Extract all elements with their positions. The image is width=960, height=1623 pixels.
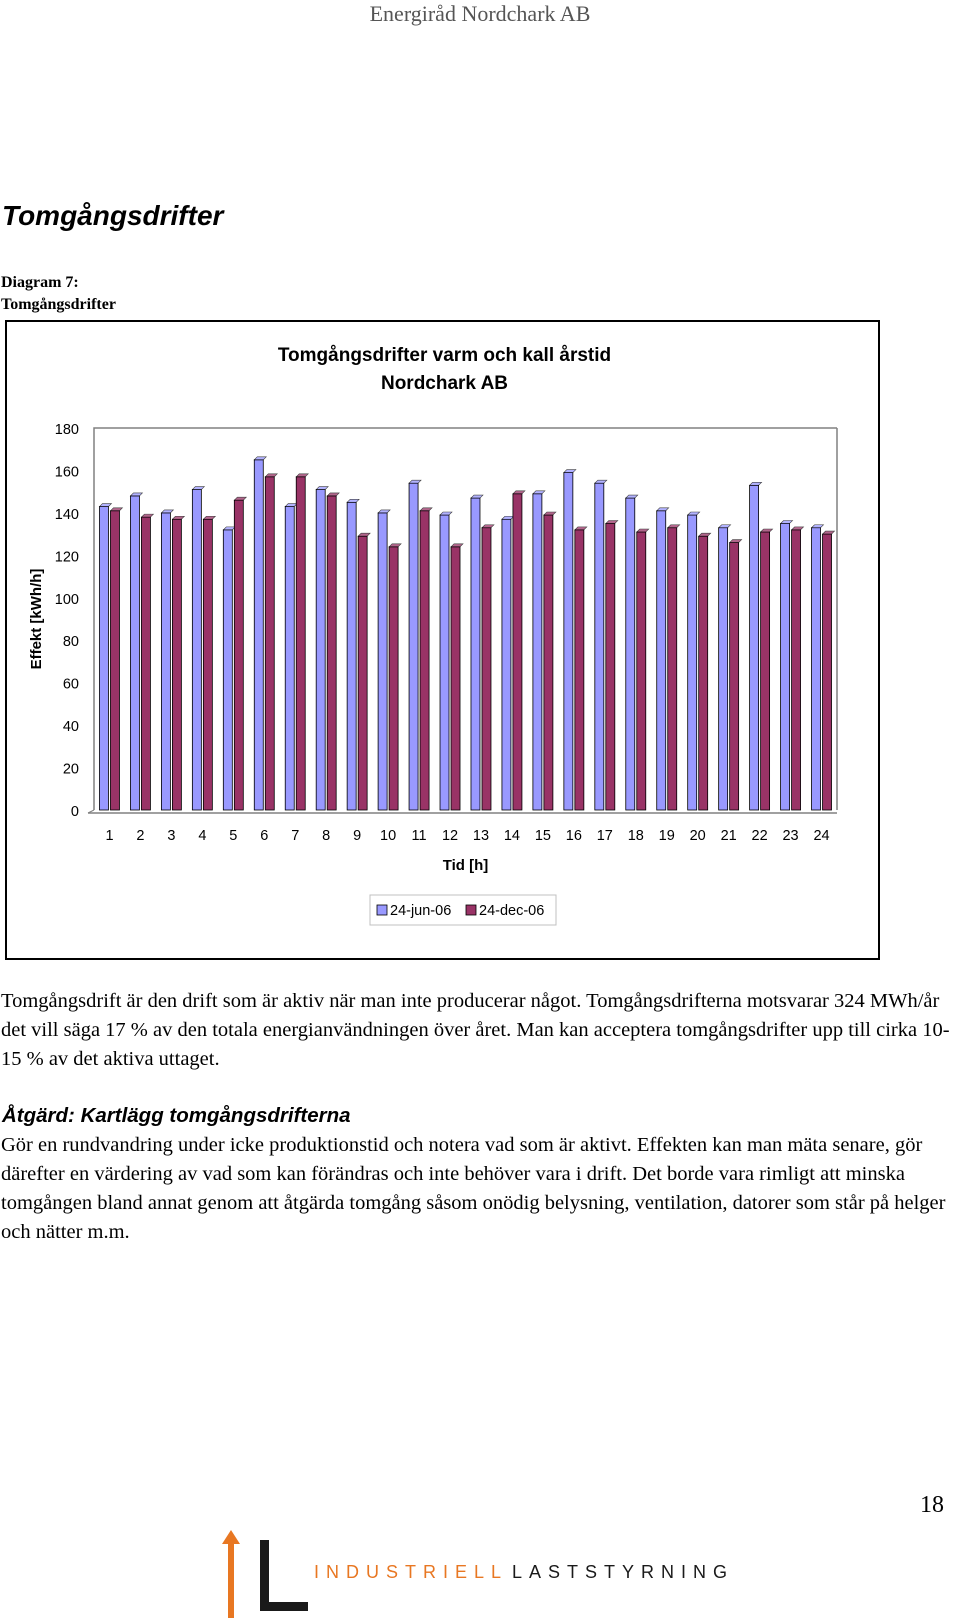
- bar-24-jun-06-face: [812, 528, 821, 810]
- bar-24-dec-06-top: [823, 531, 835, 534]
- bar-24-jun-06-face: [378, 513, 387, 810]
- y-tick-label: 120: [54, 549, 79, 566]
- bar-24-dec-06-face: [544, 515, 553, 810]
- x-tick-label: 20: [689, 828, 706, 844]
- bar-24-jun-06-top: [657, 508, 669, 511]
- bar-24-dec-06-top: [544, 512, 556, 515]
- legend-swatch-24-jun-06: [377, 905, 387, 915]
- bar-24-jun-06-top: [192, 487, 204, 490]
- bar-24-jun-06-top: [471, 495, 483, 498]
- bar-24-jun-06: [130, 493, 142, 810]
- x-tick-label: 19: [658, 828, 675, 844]
- bar-24-jun-06-top: [750, 482, 762, 485]
- x-tick-label: 2: [136, 828, 145, 844]
- bar-24-jun-06-top: [347, 499, 359, 502]
- bar-24-jun-06-face: [316, 490, 325, 810]
- bar-24-dec-06: [234, 497, 246, 810]
- x-tick-label: 17: [596, 828, 613, 844]
- bar-24-jun-06-face: [440, 515, 449, 810]
- x-tick-label: 22: [751, 828, 768, 844]
- x-tick-label: 13: [472, 828, 490, 844]
- bar-24-jun-06-top: [285, 504, 297, 507]
- bar-24-jun-06: [378, 510, 390, 810]
- bar-24-dec-06-top: [327, 493, 339, 496]
- bar-24-jun-06-face: [471, 498, 480, 810]
- x-tick-label: 1: [105, 828, 114, 844]
- bar-24-dec-06-top: [389, 544, 401, 547]
- bar-24-jun-06: [750, 482, 762, 810]
- bar-24-jun-06-face: [657, 511, 666, 810]
- bar-24-dec-06-top: [730, 540, 742, 543]
- x-tick-label: 8: [322, 828, 331, 844]
- bar-24-dec-06: [420, 508, 432, 810]
- bar-24-dec-06-face: [296, 477, 305, 810]
- y-tick-label: 140: [54, 506, 79, 523]
- bar-24-dec-06-face: [141, 517, 150, 810]
- bar-24-dec-06: [482, 525, 494, 810]
- bar-24-jun-06-top: [99, 504, 111, 507]
- bar-24-dec-06-top: [482, 525, 494, 528]
- action-paragraph: Gör en rundvandring under icke produktionstid och notera vad som är aktivt. Effekten kan man mäta senare, gör därefter en värdering av vad som kan förändras och inte behöver vara i drift. Det borde vara rimligt att minska tomgången bland annat genom att åtgärda tomgång såsom onödig belysning, ventilation, datorer som står på helger och nätter m.m.: [1, 1134, 946, 1243]
- bar-24-dec-06-top: [296, 474, 308, 477]
- bar-24-dec-06-face: [451, 547, 460, 810]
- x-tick-label: 6: [260, 828, 269, 844]
- bar-24-jun-06: [595, 480, 607, 810]
- bar-24-jun-06: [564, 470, 576, 810]
- bar-24-dec-06-face: [513, 494, 522, 810]
- bar-24-jun-06-top: [130, 493, 142, 496]
- bar-24-dec-06-top: [606, 521, 618, 524]
- bar-24-jun-06-face: [409, 483, 418, 810]
- logo-text-industriell: INDUSTRIELL: [314, 1562, 509, 1582]
- x-tick-label: 9: [353, 828, 362, 844]
- bar-24-dec-06-face: [110, 511, 119, 810]
- legend-label: 24-jun-06: [390, 903, 452, 919]
- bar-24-jun-06-face: [502, 519, 511, 810]
- bar-24-dec-06: [110, 508, 122, 810]
- bar-24-dec-06: [265, 474, 277, 810]
- bar-24-dec-06: [637, 529, 649, 810]
- bar-24-dec-06-top: [761, 529, 773, 532]
- bar-24-jun-06-face: [626, 498, 635, 810]
- bar-24-dec-06-face: [482, 528, 491, 810]
- x-tick-label: 12: [441, 828, 459, 844]
- x-tick-label: 18: [627, 828, 644, 844]
- x-tick-label: 21: [720, 828, 737, 844]
- bar-24-jun-06-top: [688, 512, 700, 515]
- bar-24-dec-06-top: [792, 527, 804, 530]
- bar-24-jun-06-face: [130, 496, 139, 810]
- bar-24-jun-06: [657, 508, 669, 810]
- bar-24-dec-06-face: [575, 530, 584, 810]
- bar-24-dec-06: [296, 474, 308, 810]
- bar-24-dec-06-face: [823, 534, 832, 810]
- bar-24-jun-06-face: [533, 494, 542, 810]
- running-header: Energiråd Nordchark AB: [369, 1, 591, 26]
- bar-24-dec-06: [575, 527, 587, 810]
- bar-24-dec-06-face: [792, 530, 801, 810]
- bar-24-dec-06-top: [637, 529, 649, 532]
- x-tick-label: 11: [411, 828, 427, 844]
- x-tick-label: 4: [198, 828, 207, 844]
- bar-24-jun-06-top: [316, 487, 328, 490]
- bar-24-dec-06: [823, 531, 835, 810]
- bar-24-jun-06-face: [99, 507, 108, 810]
- bar-24-jun-06: [99, 504, 111, 810]
- logo-text-laststyrning: LASTSTYRNING: [512, 1562, 735, 1582]
- y-tick-label: 40: [62, 719, 79, 736]
- y-tick-label: 0: [70, 804, 79, 820]
- x-tick-label: 10: [380, 828, 397, 844]
- x-tick-label: 7: [291, 828, 300, 844]
- bar-chart: [7, 322, 882, 962]
- bar-24-dec-06-face: [761, 532, 770, 810]
- caption-line-2: Tomgångsdrifter: [1, 296, 116, 313]
- bar-24-dec-06-face: [699, 536, 708, 810]
- bar-24-jun-06: [316, 487, 328, 810]
- bar-24-dec-06-top: [110, 508, 122, 511]
- legend-label: 24-dec-06: [479, 903, 545, 919]
- x-tick-label: 14: [503, 828, 521, 844]
- y-axis-title: Effekt [kWh/h]: [28, 568, 45, 670]
- bar-24-dec-06: [327, 493, 339, 810]
- bar-24-dec-06: [389, 544, 401, 810]
- bar-24-dec-06: [451, 544, 463, 810]
- bar-24-dec-06: [358, 533, 370, 810]
- bar-24-dec-06-face: [606, 524, 615, 811]
- bar-24-jun-06-face: [781, 524, 790, 811]
- diagram-caption: [1, 272, 116, 316]
- bar-24-jun-06: [502, 516, 514, 810]
- bar-24-dec-06-top: [358, 533, 370, 536]
- bar-24-jun-06-top: [254, 457, 266, 460]
- bar-24-jun-06: [626, 495, 638, 810]
- bar-24-dec-06-top: [668, 525, 680, 528]
- bar-24-jun-06: [192, 487, 204, 810]
- bar-24-jun-06-top: [440, 512, 452, 515]
- bar-24-jun-06-face: [750, 485, 759, 810]
- bar-24-jun-06-face: [595, 483, 604, 810]
- bar-24-dec-06-top: [420, 508, 432, 511]
- bar-24-jun-06-face: [254, 460, 263, 810]
- bar-24-dec-06: [668, 525, 680, 810]
- footer-logo: [222, 1530, 742, 1620]
- x-tick-label: 5: [229, 828, 238, 844]
- bar-24-dec-06-top: [575, 527, 587, 530]
- x-tick-label: 3: [167, 828, 176, 844]
- bar-24-dec-06-face: [265, 477, 274, 810]
- bar-24-jun-06-face: [564, 473, 573, 810]
- caption-line-1: Diagram 7:: [1, 274, 79, 291]
- bar-24-dec-06: [172, 516, 184, 810]
- bar-24-dec-06: [730, 540, 742, 810]
- bar-24-jun-06-top: [812, 525, 824, 528]
- legend: [370, 895, 556, 925]
- section-title: Tomgångsdrifter: [2, 200, 224, 231]
- bar-24-jun-06: [409, 480, 421, 810]
- bar-24-jun-06-top: [564, 470, 576, 473]
- bar-24-dec-06: [761, 529, 773, 810]
- bar-24-dec-06: [606, 521, 618, 811]
- bar-24-jun-06: [688, 512, 700, 810]
- y-tick-label: 20: [62, 761, 79, 778]
- bar-24-dec-06-face: [234, 500, 243, 810]
- x-tick-label: 23: [782, 828, 799, 844]
- bar-24-dec-06-face: [637, 532, 646, 810]
- bar-24-dec-06-top: [172, 516, 184, 519]
- action-heading: Åtgärd: Kartlägg tomgångsdrifterna: [2, 1104, 351, 1127]
- bar-24-dec-06: [544, 512, 556, 810]
- bar-24-jun-06-top: [378, 510, 390, 513]
- bar-24-jun-06: [812, 525, 824, 810]
- bar-24-dec-06-face: [420, 511, 429, 810]
- y-tick-label: 160: [54, 464, 79, 481]
- bar-24-jun-06: [347, 499, 359, 810]
- bar-24-jun-06-face: [347, 502, 356, 810]
- bar-24-jun-06-top: [626, 495, 638, 498]
- bar-24-jun-06-face: [192, 490, 201, 810]
- bar-24-dec-06-face: [203, 519, 212, 810]
- chart-title-line-1: Tomgångsdrifter varm och kall årstid: [277, 345, 612, 366]
- bar-24-jun-06-top: [533, 491, 545, 494]
- intro-paragraph: Tomgångsdrift är den drift som är aktiv när man inte producerar något. Tomgångsdrifterna motsvarar 324 MWh/år det vill säga 17 % av den totala energianvändningen över året. Man kan acceptera tomgångsdrifter upp till cirka 10-15 % av det aktiva uttaget.: [1, 990, 950, 1070]
- bar-24-jun-06-top: [595, 480, 607, 483]
- bar-24-jun-06-top: [161, 510, 173, 513]
- bar-24-jun-06: [471, 495, 483, 810]
- bar-24-dec-06-top: [265, 474, 277, 477]
- bar-24-dec-06-top: [513, 491, 525, 494]
- chart-container: [5, 320, 880, 960]
- bar-24-dec-06-top: [141, 514, 153, 517]
- bar-24-dec-06: [792, 527, 804, 810]
- bar-24-dec-06: [699, 533, 711, 810]
- bar-24-jun-06-face: [719, 528, 728, 810]
- bar-24-jun-06: [533, 491, 545, 810]
- bar-24-jun-06-face: [688, 515, 697, 810]
- y-tick-label: 80: [62, 634, 79, 651]
- y-tick-label: 60: [62, 676, 79, 693]
- bar-24-dec-06: [203, 516, 215, 810]
- y-tick-label: 180: [54, 422, 79, 438]
- logo-mark-icon: [222, 1530, 312, 1620]
- bar-24-jun-06-face: [223, 530, 232, 810]
- bar-24-dec-06-face: [358, 536, 367, 810]
- bar-24-dec-06-top: [234, 497, 246, 500]
- bar-24-dec-06-top: [699, 533, 711, 536]
- y-tick-label: 100: [54, 591, 79, 608]
- bar-24-jun-06: [285, 504, 297, 810]
- page-number: 18: [920, 1492, 944, 1518]
- x-tick-label: 15: [534, 828, 551, 844]
- bar-24-dec-06-face: [730, 543, 739, 810]
- bar-24-jun-06-face: [285, 507, 294, 810]
- bar-24-jun-06: [781, 521, 793, 811]
- bar-24-jun-06-top: [409, 480, 421, 483]
- bar-24-dec-06: [141, 514, 153, 810]
- bar-24-jun-06-top: [781, 521, 793, 524]
- bar-24-jun-06-top: [719, 525, 731, 528]
- bar-24-dec-06: [513, 491, 525, 810]
- bar-24-jun-06: [223, 527, 235, 810]
- x-tick-label: 24: [813, 828, 830, 844]
- bar-24-jun-06: [161, 510, 173, 810]
- bar-24-dec-06-top: [203, 516, 215, 519]
- bar-24-dec-06-face: [389, 547, 398, 810]
- bar-24-jun-06: [254, 457, 266, 810]
- bar-24-dec-06-face: [172, 519, 181, 810]
- legend-swatch-24-dec-06: [466, 905, 476, 915]
- chart-title-line-2: Nordchark AB: [380, 373, 509, 394]
- bar-24-dec-06-face: [327, 496, 336, 810]
- bar-24-dec-06-face: [668, 528, 677, 810]
- bar-24-jun-06: [440, 512, 452, 810]
- x-axis-title: Tid [h]: [442, 857, 489, 874]
- bar-24-dec-06-top: [451, 544, 463, 547]
- bar-24-jun-06-top: [502, 516, 514, 519]
- x-tick-label: 16: [565, 828, 582, 844]
- bar-24-jun-06-face: [161, 513, 170, 810]
- bar-24-jun-06: [719, 525, 731, 810]
- bar-24-jun-06-top: [223, 527, 235, 530]
